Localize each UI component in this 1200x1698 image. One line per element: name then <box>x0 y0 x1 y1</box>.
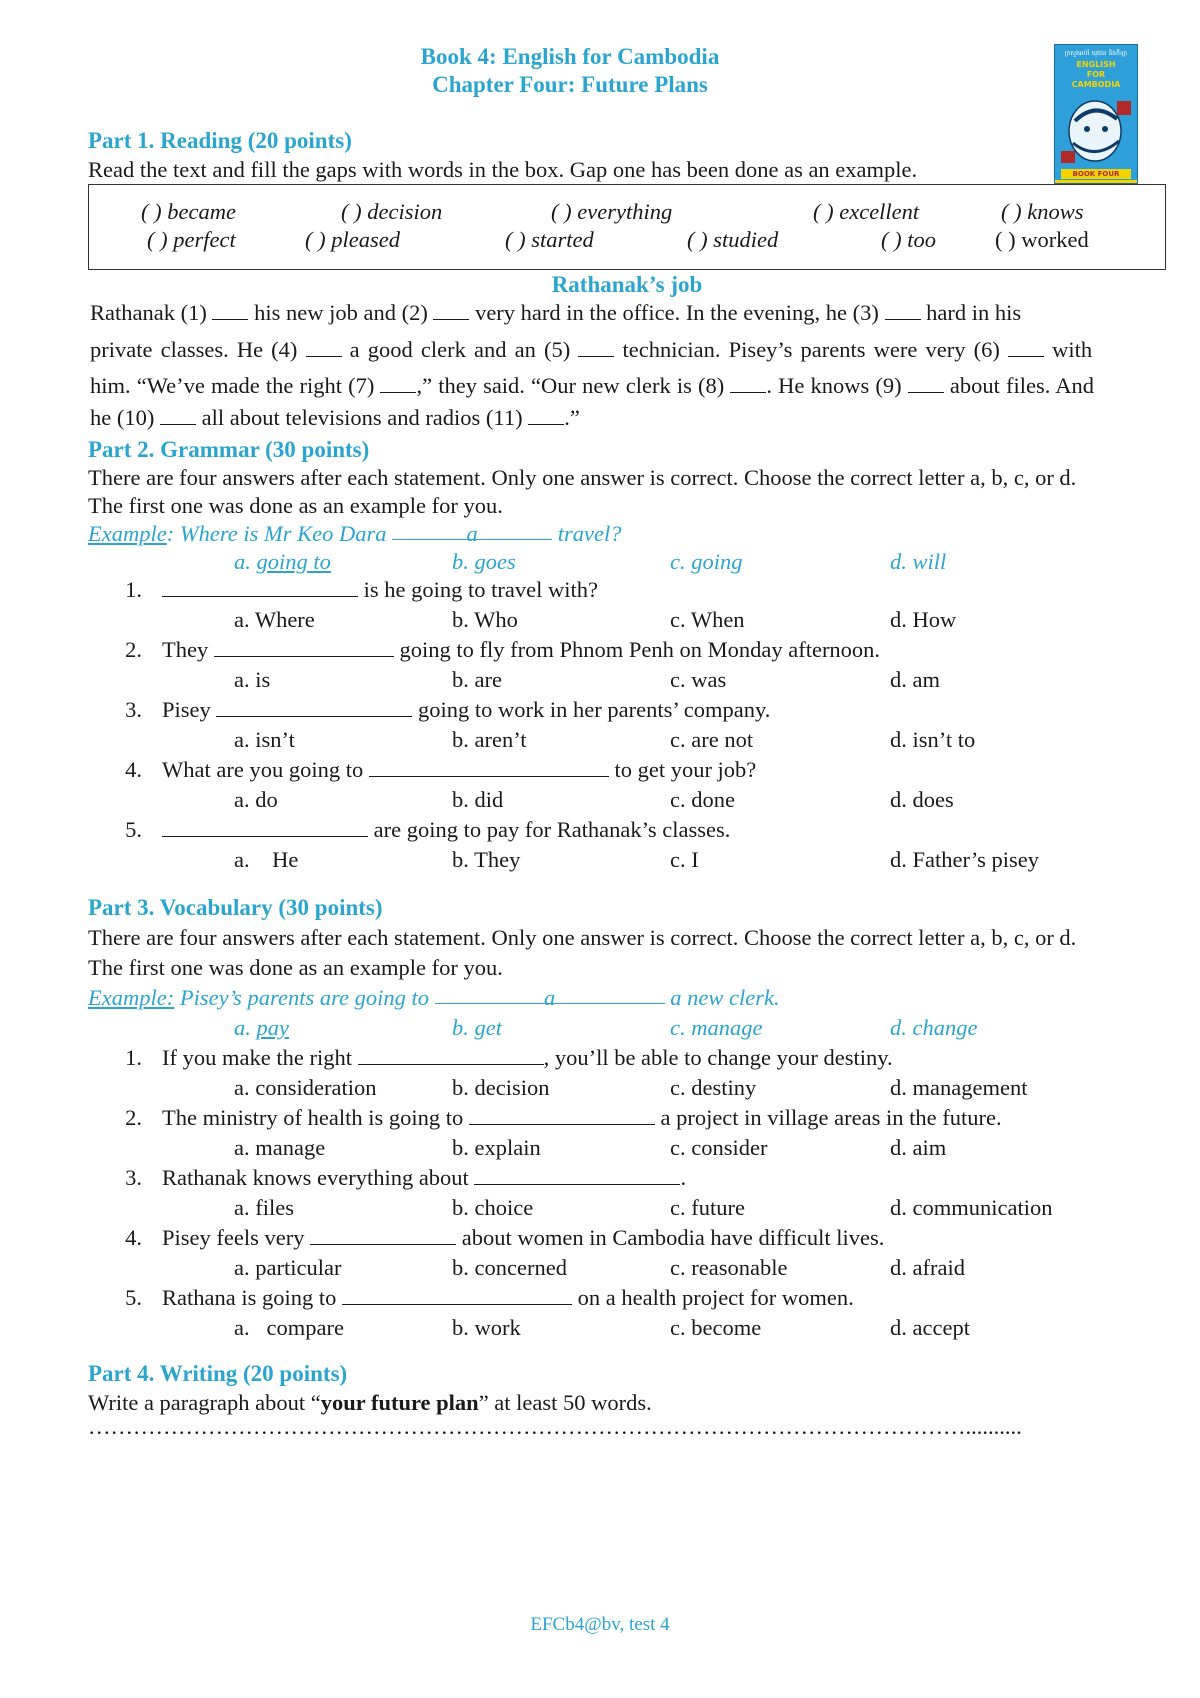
word-option: ( ) worked <box>995 227 1089 252</box>
word-box <box>88 184 1166 270</box>
option-b: b. They <box>452 847 521 872</box>
vocabulary-question: Rathanak knows everything about . <box>162 1165 687 1190</box>
vocabulary-question: Rathana is going to on a health project for women. <box>162 1285 854 1310</box>
part4-instruction: Write a paragraph about “your future plan” at least 50 words. <box>88 1390 652 1415</box>
vocabulary-question: Pisey feels very about women in Cambodia have difficult lives. <box>162 1225 885 1250</box>
option-b: b. did <box>452 787 504 812</box>
part4-heading: Part 4. Writing (20 points) <box>88 1361 348 1386</box>
option-c: c. are not <box>670 727 754 752</box>
option-b: b. work <box>452 1315 521 1340</box>
part2-example-option-c: c. going <box>670 549 743 574</box>
word-option: ( ) started <box>505 227 594 252</box>
part3-example-option-c: c. manage <box>670 1015 763 1040</box>
option-a: a. particular <box>234 1255 342 1280</box>
option-b: b. aren’t <box>452 727 527 752</box>
option-a: a. is <box>234 667 271 692</box>
option-d: d. Father’s pisey <box>890 847 1039 872</box>
word-option: ( ) decision <box>341 199 443 224</box>
document-title: Book 4: English for Cambodia <box>420 44 720 69</box>
part3-instruction: There are four answers after each statement. Only one answer is correct. Choose the correct letter a, b, c, or d. <box>88 925 1077 950</box>
word-option: ( ) everything <box>551 199 673 224</box>
option-c: c. I <box>670 847 699 872</box>
question-number: 4. <box>125 1225 142 1250</box>
part1-heading: Part 1. Reading (20 points) <box>88 128 352 153</box>
vocabulary-question: The ministry of health is going to a project in village areas in the future. <box>162 1105 1002 1130</box>
word-option: ( ) perfect <box>147 227 236 252</box>
option-c: c. done <box>670 787 735 812</box>
question-number: 1. <box>125 1045 142 1070</box>
option-d: d. communication <box>890 1195 1053 1220</box>
option-c: c. destiny <box>670 1075 757 1100</box>
grammar-question: is he going to travel with? <box>162 577 598 603</box>
option-a: a. Where <box>234 607 315 632</box>
option-a: a. manage <box>234 1135 326 1160</box>
option-b: b. concerned <box>452 1255 567 1280</box>
word-option: ( ) too <box>881 227 936 252</box>
story-title: Rathanak’s job <box>551 272 703 297</box>
question-number: 5. <box>125 1285 142 1310</box>
option-c: c. was <box>670 667 727 692</box>
option-a: a. consideration <box>234 1075 377 1100</box>
book-cover-image: ក្រសួងអប់រំ យុវជន និងកីឡា ENGLISH FOR CAMBODIA BOOK FOUR <box>1054 44 1138 184</box>
option-b: b. Who <box>452 607 518 632</box>
question-number: 3. <box>125 1165 142 1190</box>
option-c: c. consider <box>670 1135 768 1160</box>
story-line-1: Rathanak (1) his new job and (2) very hard in the office. In the evening, he (3) hard in his <box>90 300 1022 325</box>
option-c: c. future <box>670 1195 745 1220</box>
page-footer: EFCb4@bv, test 4 <box>530 1614 670 1635</box>
option-d: d. am <box>890 667 940 692</box>
part2-example-option-d: d. will <box>890 549 947 574</box>
option-a: a. do <box>234 787 278 812</box>
option-d: d. does <box>890 787 954 812</box>
question-number: 2. <box>125 637 142 662</box>
word-option: ( ) knows <box>1001 199 1084 224</box>
part3-example: Example: Pisey’s parents are going to a a new clerk. <box>88 985 780 1010</box>
option-c: c. reasonable <box>670 1255 788 1280</box>
option-a: a. He <box>234 847 299 872</box>
option-d: d. isn’t to <box>890 727 976 752</box>
part2-example: Example: Where is Mr Keo Dara a travel? <box>88 521 622 546</box>
question-number: 3. <box>125 697 142 722</box>
story-line-2: private classes. He (4) a good clerk and an (5) technician. Pisey’s parents were very (6) with <box>90 337 1093 362</box>
option-b: b. decision <box>452 1075 550 1100</box>
part2-heading: Part 2. Grammar (30 points) <box>88 437 370 462</box>
option-d: d. management <box>890 1075 1028 1100</box>
question-number: 2. <box>125 1105 142 1130</box>
grammar-question: are going to pay for Rathanak’s classes. <box>162 817 730 843</box>
option-a: a. isn’t <box>234 727 295 752</box>
word-option: ( ) became <box>141 199 236 224</box>
word-option: ( ) excellent <box>813 199 920 224</box>
part2-example-option-a: a. going to <box>234 549 331 574</box>
part2-example-option-b: b. goes <box>452 549 516 574</box>
story-line-4: he (10) all about televisions and radios (11) .” <box>90 405 580 430</box>
story-line-3: him. “We’ve made the right (7) ,” they said. “Our new clerk is (8) . He knows (9) about files. And <box>90 373 1094 398</box>
question-number: 4. <box>125 757 142 782</box>
word-option: ( ) studied <box>687 227 779 252</box>
grammar-question: They going to fly from Phnom Penh on Monday afternoon. <box>162 637 881 662</box>
question-number: 5. <box>125 817 142 842</box>
option-d: d. afraid <box>890 1255 965 1280</box>
part3-instruction-2: The first one was done as an example for you. <box>88 955 503 980</box>
option-b: b. are <box>452 667 502 692</box>
option-a: a. files <box>234 1195 294 1220</box>
chapter-title: Chapter Four: Future Plans <box>432 72 708 97</box>
question-number: 1. <box>125 577 142 602</box>
part2-instruction-2: The first one was done as an example for you. <box>88 493 503 518</box>
part3-heading: Part 3. Vocabulary (30 points) <box>88 895 383 920</box>
option-d: d. How <box>890 607 957 632</box>
part3-example-option-d: d. change <box>890 1015 978 1040</box>
part2-instruction: There are four answers after each statement. Only one answer is correct. Choose the correct letter a, b, c, or d. <box>88 465 1077 490</box>
option-d: d. aim <box>890 1135 947 1160</box>
part3-example-option-a: a. pay <box>234 1015 289 1040</box>
cover-illustration <box>1055 91 1137 171</box>
option-c: c. When <box>670 607 745 632</box>
vocabulary-question: If you make the right , you’ll be able to change your destiny. <box>162 1045 893 1070</box>
grammar-question: Pisey going to work in her parents’ company. <box>162 697 771 722</box>
option-b: b. explain <box>452 1135 541 1160</box>
option-d: d. accept <box>890 1315 970 1340</box>
writing-line[interactable]: ……………………………………………………………………………………………………….......... <box>88 1414 1022 1439</box>
part1-instruction: Read the text and fill the gaps with words in the box. Gap one has been done as an example. <box>88 157 918 182</box>
word-option: ( ) pleased <box>305 227 400 252</box>
option-b: b. choice <box>452 1195 534 1220</box>
part3-example-option-b: b. get <box>452 1015 502 1040</box>
grammar-question: What are you going to to get your job? <box>162 757 757 782</box>
option-a: a. compare <box>234 1315 344 1340</box>
option-c: c. become <box>670 1315 762 1340</box>
